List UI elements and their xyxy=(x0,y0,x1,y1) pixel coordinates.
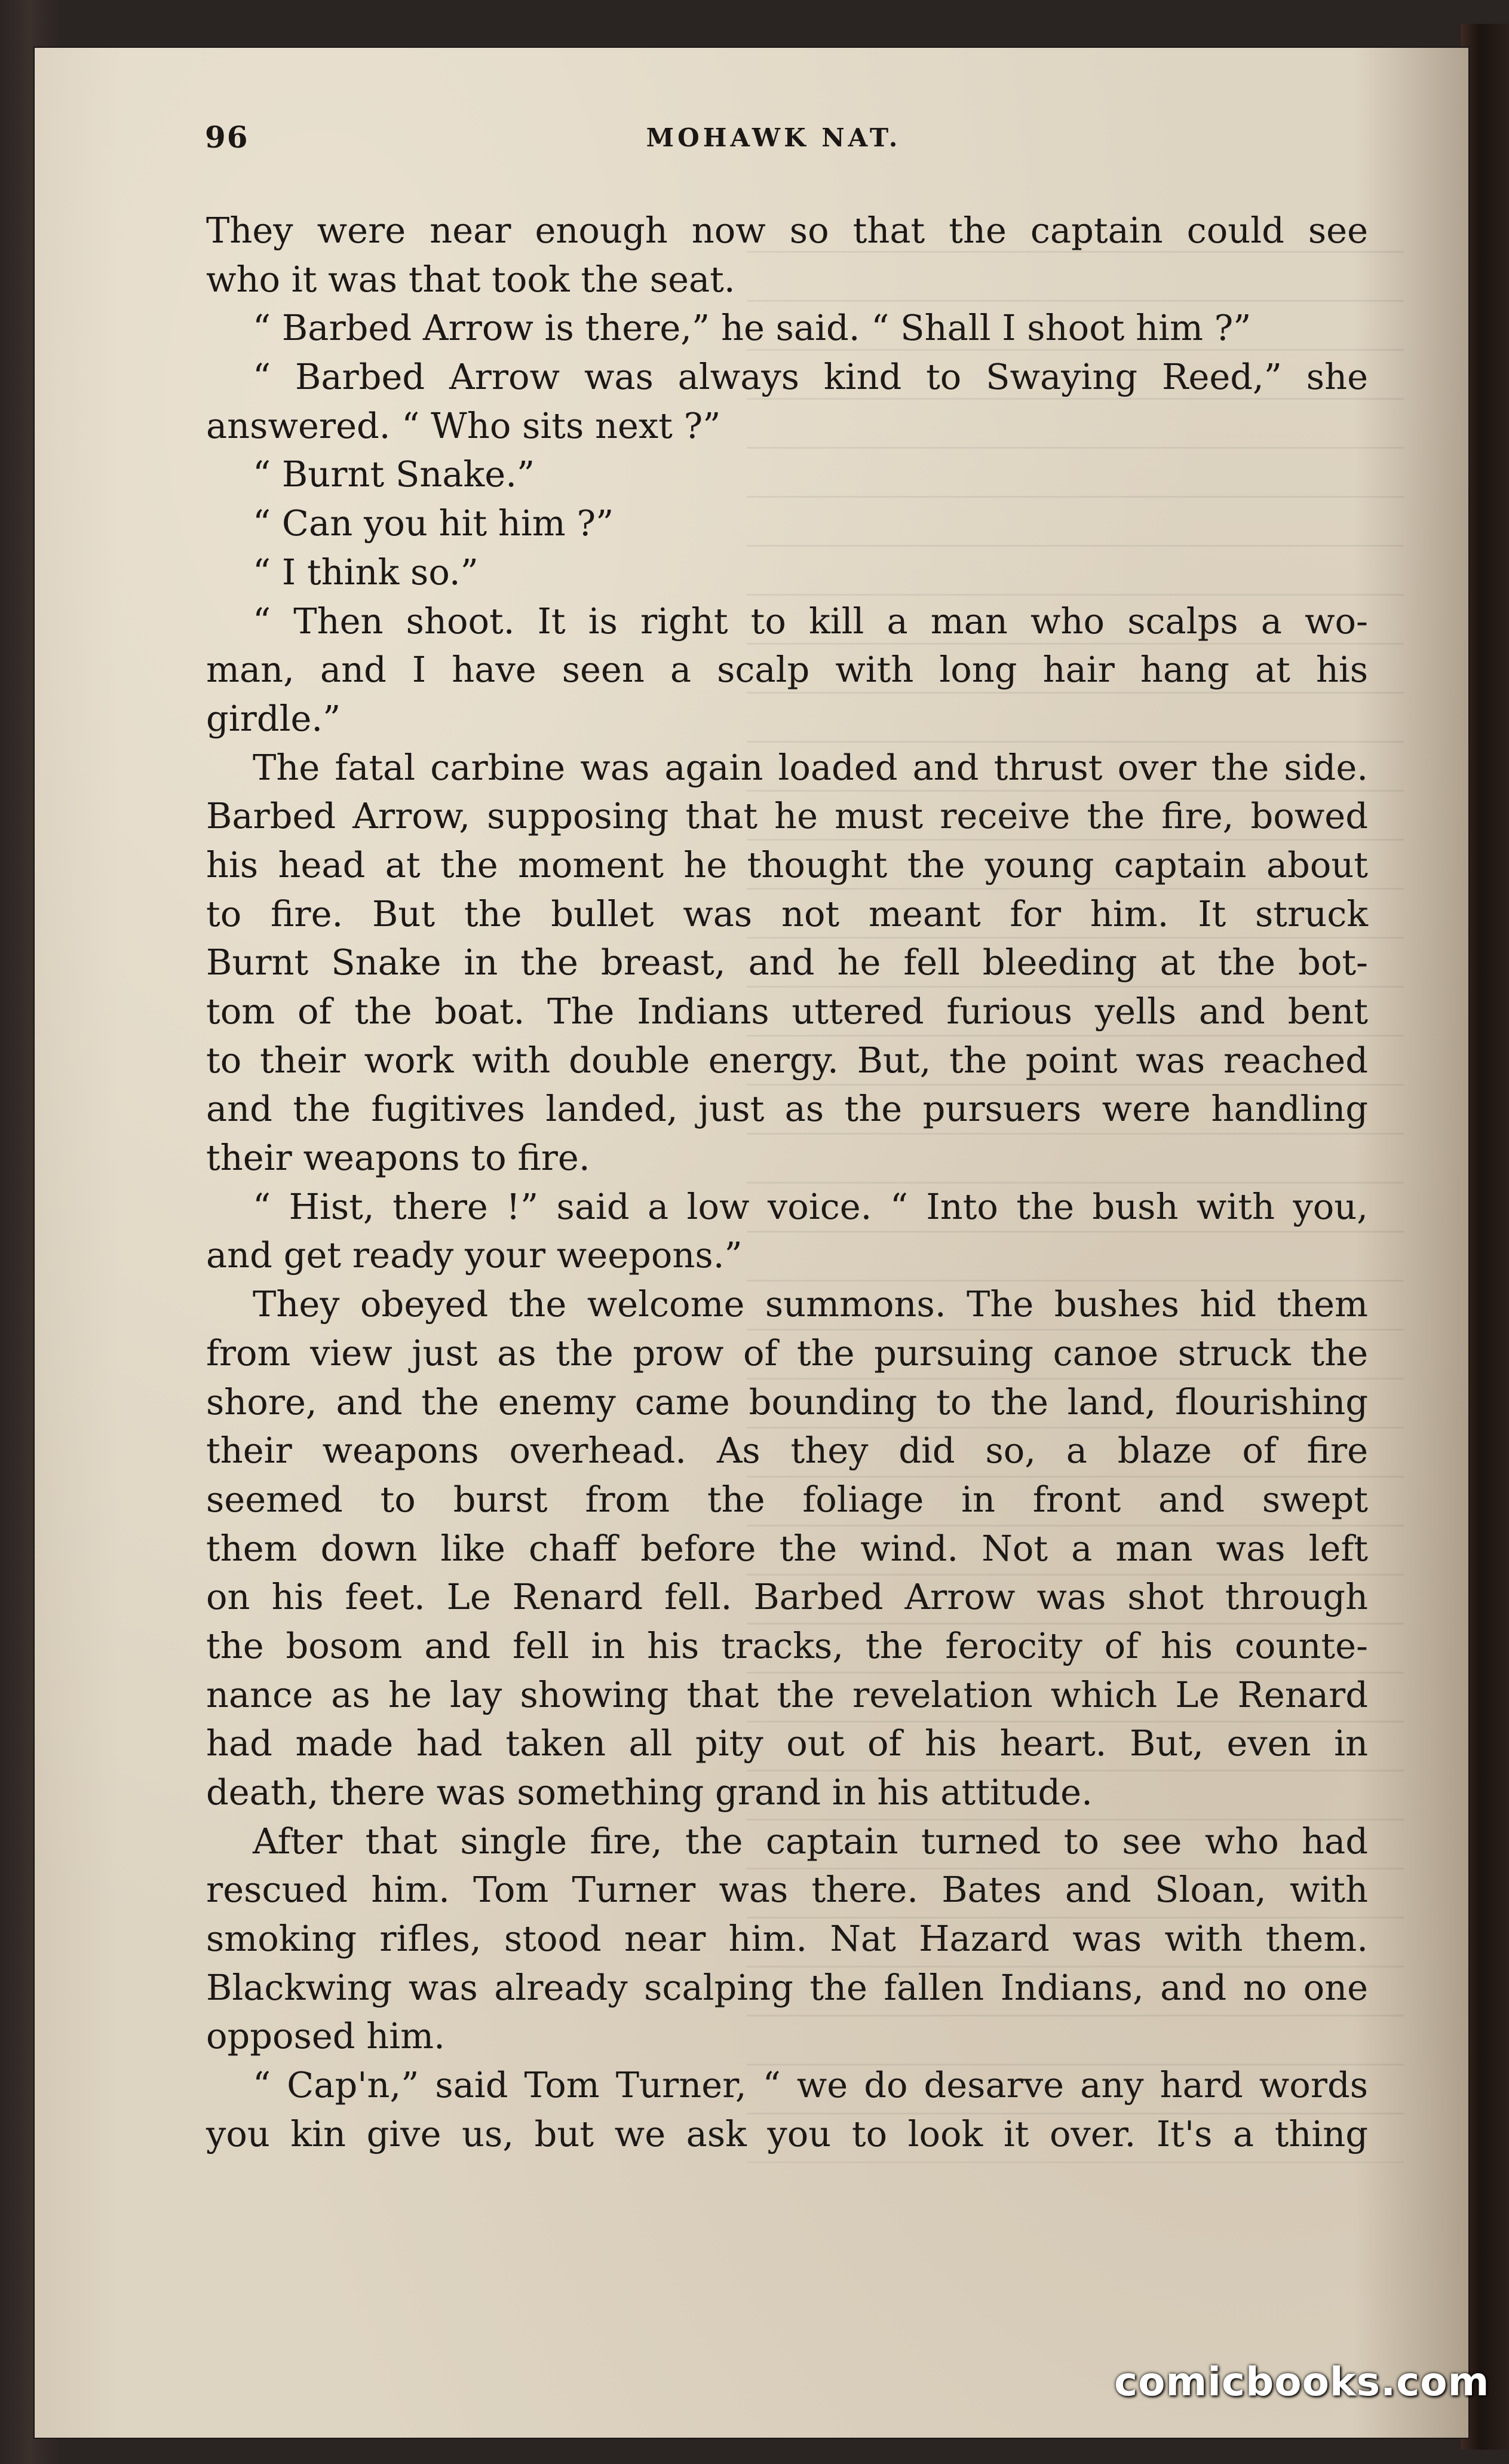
text-line: man, and I have seen a scalp with long hair hang at his xyxy=(206,649,1368,691)
text-line: “ Barbed Arrow was always kind to Swaying Reed,” she xyxy=(253,356,1368,398)
text-line: their weapons to fire. xyxy=(206,1137,590,1179)
text-line: and get ready your weepons.” xyxy=(206,1234,743,1276)
text-line: “ Cap'n,” said Tom Turner, “ we do desarve any hard words xyxy=(253,2064,1368,2106)
text-line: and the fugitives landed, just as the pursuers were handling xyxy=(206,1088,1368,1130)
text-line: on his feet. Le Renard fell. Barbed Arrow was shot through xyxy=(206,1576,1368,1618)
text-line: opposed him. xyxy=(206,2015,445,2057)
text-line: to their work with double energy. But, the point was reached xyxy=(206,1039,1368,1081)
text-line: They were near enough now so that the captain could see xyxy=(206,210,1368,251)
page-number: 96 xyxy=(205,119,249,155)
text-line: to fire. But the bullet was not meant for him. It struck xyxy=(206,893,1368,934)
text-line: seemed to burst from the foliage in front and swept xyxy=(206,1478,1368,1520)
text-line: had made had taken all pity out of his heart. But, even in xyxy=(206,1723,1368,1764)
text-line: answered. “ Who sits next ?” xyxy=(206,404,721,446)
text-line: who it was that took the seat. xyxy=(206,258,735,300)
text-line: tom of the boat. The Indians uttered furious yells and bent xyxy=(206,991,1368,1032)
text-line: Burnt Snake in the breast, and he fell bleeding at the bot- xyxy=(206,942,1368,983)
text-line: their weapons overhead. As they did so, a blaze of fire xyxy=(206,1430,1368,1472)
text-line: the bosom and fell in his tracks, the ferocity of his counte- xyxy=(206,1625,1368,1666)
text-line: smoking rifles, stood near him. Nat Hazard was with them. xyxy=(206,1918,1368,1960)
text-line: shore, and the enemy came bounding to the land, flourishing xyxy=(206,1381,1368,1423)
text-line: “ Can you hit him ?” xyxy=(253,502,614,544)
text-line: you kin give us, but we ask you to look it over. It's a thing xyxy=(206,2113,1368,2155)
text-line: them down like chaff before the wind. Not a man was left xyxy=(206,1527,1368,1569)
text-line: “ Then shoot. It is right to kill a man who scalps a wo- xyxy=(253,600,1368,642)
text-line: death, there was something grand in his attitude. xyxy=(206,1772,1093,1813)
body-text xyxy=(206,206,1368,2159)
text-line: “ Barbed Arrow is there,” he said. “ Shall I shoot him ?” xyxy=(253,307,1252,349)
text-line: nance as he lay showing that the revelation which Le Renard xyxy=(206,1674,1368,1715)
text-line: They obeyed the welcome summons. The bushes hid them xyxy=(253,1283,1368,1325)
text-line: rescued him. Tom Turner was there. Bates and Sloan, with xyxy=(206,1869,1368,1911)
text-line: The fatal carbine was again loaded and thrust over the side. xyxy=(253,746,1368,788)
text-line: Blackwing was already scalping the fallen Indians, and no one xyxy=(206,1966,1368,2008)
text-line: his head at the moment he thought the young captain about xyxy=(206,844,1368,885)
text-line: After that single fire, the captain turned to see who had xyxy=(253,1820,1368,1862)
text-line: girdle.” xyxy=(206,697,341,739)
text-line: Barbed Arrow, supposing that he must receive the fire, bowed xyxy=(206,795,1368,837)
text-line: “ I think so.” xyxy=(253,551,479,593)
page-header xyxy=(170,119,1377,161)
watermark: comicbooks.com xyxy=(1114,2359,1490,2405)
text-line: “ Hist, there !” said a low voice. “ Into the bush with you, xyxy=(253,1185,1368,1227)
text-line: “ Burnt Snake.” xyxy=(253,453,535,495)
text-line: from view just as the prow of the pursuing canoe struck the xyxy=(206,1332,1368,1374)
running-head: MOHAWK NAT. xyxy=(646,123,901,152)
